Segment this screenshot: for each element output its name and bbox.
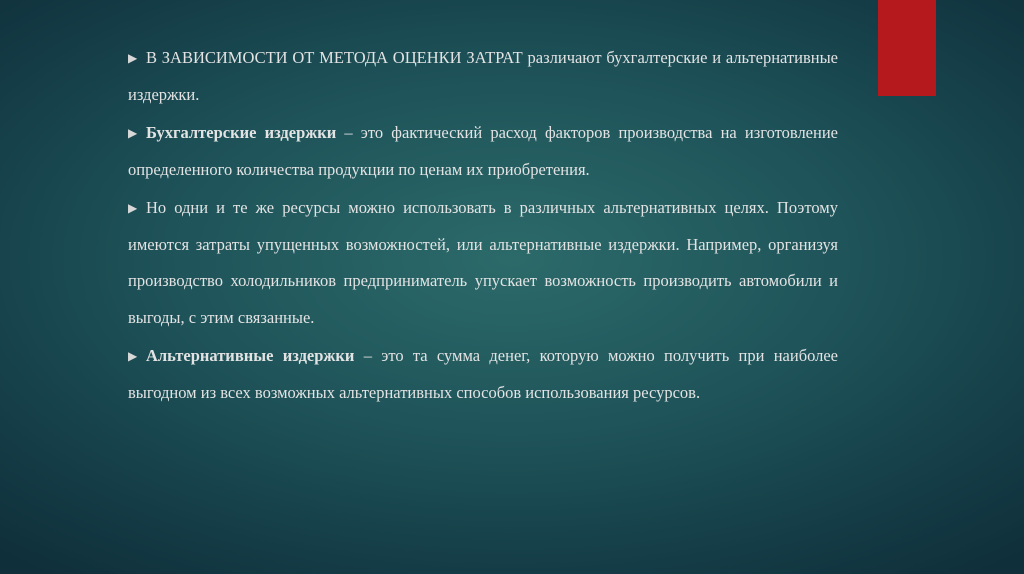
bullet-paragraph-3 bbox=[128, 190, 838, 336]
bullet-term: Бухгалтерские издержки bbox=[146, 123, 337, 142]
bullet-text: – это фактический расход факторов производства на изготовление определенного количества продукции по ценам их приобретения. bbox=[128, 123, 838, 179]
bullet-text: В ЗАВИСИМОСТИ ОТ МЕТОДА ОЦЕНКИ ЗАТРАТ различают бухгалтерские и альтернативные издержки. bbox=[128, 48, 838, 104]
slide-content bbox=[128, 40, 838, 413]
triangle-bullet-icon: ▶ bbox=[128, 201, 138, 215]
triangle-bullet-icon: ▶ bbox=[128, 126, 138, 140]
triangle-bullet-icon: ▶ bbox=[128, 349, 138, 363]
bullet-paragraph-4 bbox=[128, 338, 838, 411]
accent-bar bbox=[878, 0, 936, 96]
triangle-bullet-icon: ▶ bbox=[128, 51, 138, 65]
bullet-paragraph-1 bbox=[128, 40, 838, 113]
bullet-paragraph-2 bbox=[128, 115, 838, 188]
bullet-text: Но одни и те же ресурсы можно использовать в различных альтернативных целях. Поэтому имеются затраты упущенных возможностей, или альтернативные издержки. Например, организуя производство холодильников предприниматель упускает возможность производить автомобили и выгоды, с этим связанные. bbox=[128, 198, 838, 327]
bullet-term: Альтернативные издержки bbox=[146, 346, 355, 365]
bullet-text: – это та сумма денег, которую можно получить при наиболее выгодном из всех возможных альтернативных способов использования ресурсов. bbox=[128, 346, 839, 402]
